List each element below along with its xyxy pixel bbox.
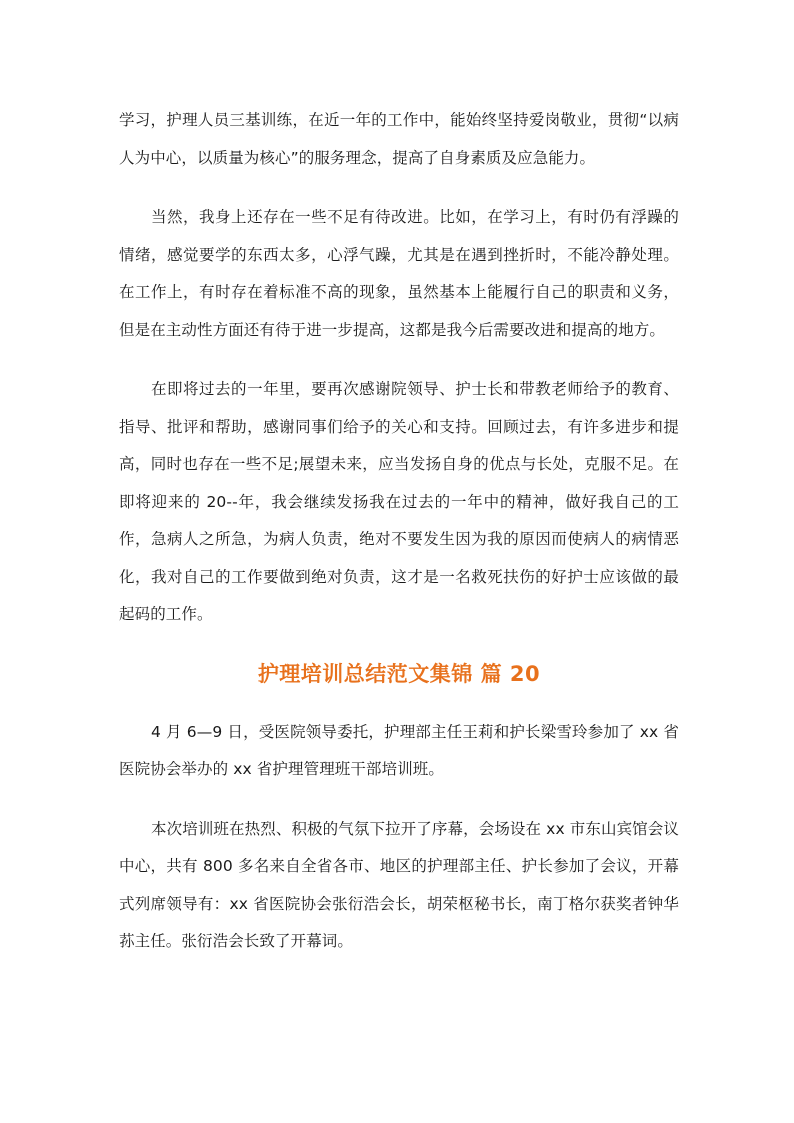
section-spacer bbox=[119, 694, 679, 714]
body-paragraph-1: 学习，护理人员三基训练，在近一年的工作中，能始终坚持爱岗敬业，贯彻“以病人为中心，以质量为核心”的服务理念，提高了自身素质及应急能力。 bbox=[119, 111, 679, 167]
body-paragraph-2: 当然，我身上还存在一些不足有待改进。比如，在学习上，有时仍有浮躁的情绪，感觉要学的东西太多，心浮气躁，尤其是在遇到挫折时，不能冷静处理。在工作上，有时存在着标准不高的现象，虽然基本上能履行自己的职责和义务，但是在主动性方面还有待于进一步提高，这都是我今后需要改进和提高的地方。 bbox=[119, 208, 679, 339]
section-heading: 护理培训总结范文集锦 篇 20 bbox=[257, 661, 541, 686]
paragraph-spacer bbox=[119, 789, 679, 811]
body-paragraph-3: 在即将过去的一年里，要再次感谢院领导、护士长和带教老师给予的教育、指导、批评和帮助，感谢同事们给予的关心和支持。回顾过去，有许多进步和提高，同时也存在一些不足;展望未来，应当发扬自身的优点与长处，克服不足。在即将迎来的 20--年，我会继续发扬我在过去的一年中的精神，做好我自己的工作，急病人之所急，为病人负责，绝对不要发生因为我的原因而使病人的病情恶化，我对自己的工作要做到绝对负责，这才是一名救死扶伤的好护士应该做的最起码的工作。 bbox=[119, 380, 679, 623]
document-page bbox=[119, 102, 679, 961]
paragraph-spacer bbox=[119, 177, 679, 199]
paragraph-spacer bbox=[119, 349, 679, 371]
body-paragraph-4: 4 月 6—9 日，受医院领导委托，护理部主任王莉和护长梁雪玲参加了 xx 省医院协会举办的 xx 省护理管理班干部培训班。 bbox=[119, 722, 679, 778]
body-paragraph-5: 本次培训班在热烈、积极的气氛下拉开了序幕，会场设在 xx 市东山宾馆会议中心，共有 800 多名来自全省各市、地区的护理部主任、护长参加了会议，开幕式列席领导有：xx 省医院协会张衍浩会长，胡荣枢秘书长，南丁格尔获奖者钟华荪主任。张衍浩会长致了开幕词。 bbox=[119, 819, 679, 950]
section-spacer bbox=[119, 634, 679, 654]
